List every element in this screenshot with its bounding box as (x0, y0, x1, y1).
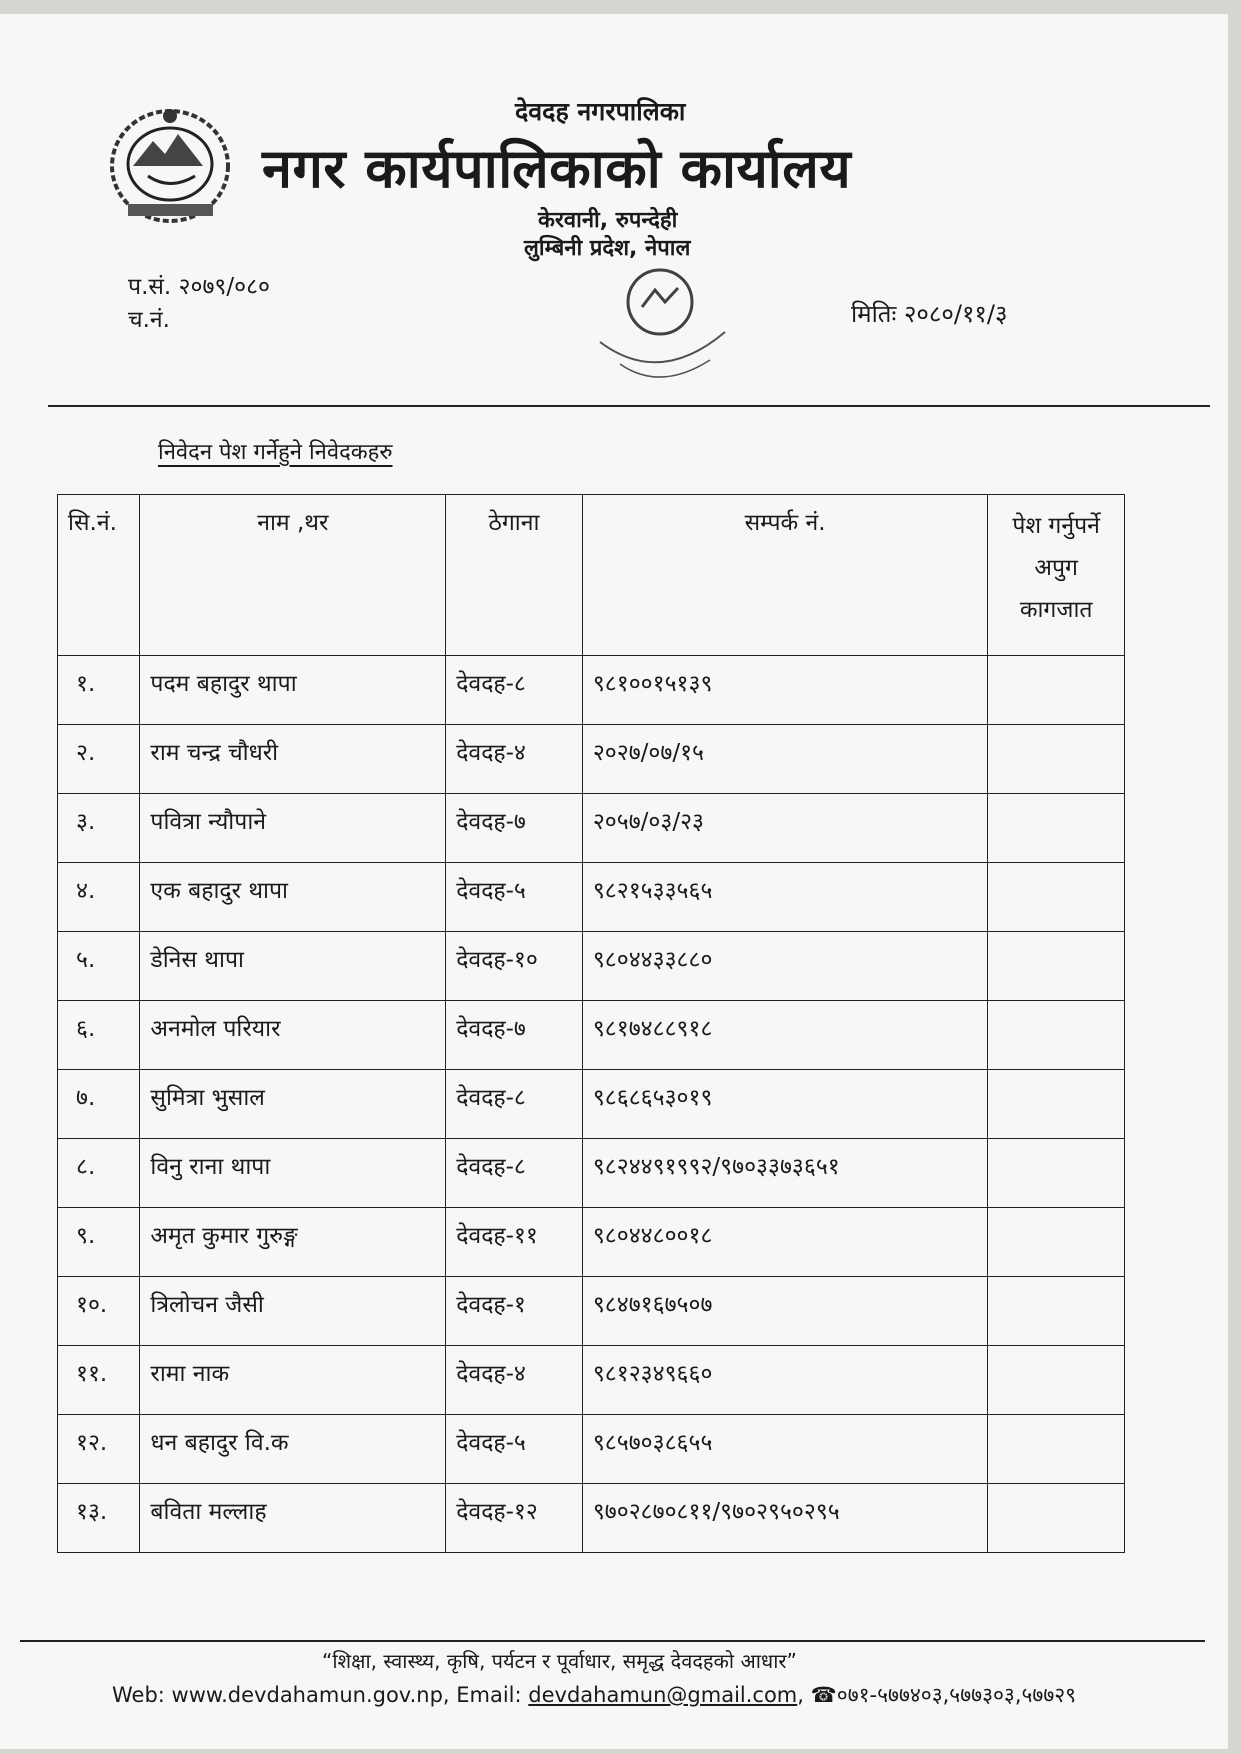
footer-slogan: “शिक्षा, स्वास्थ्य, कृषि, पर्यटन र पूर्वाधार, समृद्ध देवदहको आधार” (322, 1649, 797, 1673)
table-row (58, 1484, 1125, 1553)
cell-name: एक बहादुर थापा (140, 863, 446, 932)
table-row (58, 1001, 1125, 1070)
cell-sn: ८. (58, 1139, 140, 1208)
footer-phone: , ☎०७१-५७७४०३,५७७३०३,५७७२९ (797, 1683, 1077, 1707)
cell-contact: २०५७/०३/२३ (582, 794, 988, 863)
cell-contact: ९८१२३४९६६० (582, 1346, 988, 1415)
cell-name: रामा नाक (140, 1346, 446, 1415)
header-divider (48, 405, 1210, 407)
cell-docs (988, 1484, 1125, 1553)
cell-docs (988, 1415, 1125, 1484)
cell-address: देवदह-८ (446, 656, 583, 725)
cell-address: देवदह-४ (446, 725, 583, 794)
cell-sn: १. (58, 656, 140, 725)
cell-contact: ९७०२८७०८११/९७०२९५०२९५ (582, 1484, 988, 1553)
office-title: नगर कार्यपालिकाको कार्यालय (262, 137, 852, 200)
footer-divider (20, 1640, 1205, 1642)
cell-docs (988, 794, 1125, 863)
table-header-row (58, 495, 1125, 656)
cell-contact: ९८२४४९१९९२/९७०३३७३६५१ (582, 1139, 988, 1208)
address-line-2: लुम्बिनी प्रदेश, नेपाल (524, 236, 691, 261)
cell-sn: ६. (58, 1001, 140, 1070)
cell-name: विनु राना थापा (140, 1139, 446, 1208)
cell-docs (988, 1277, 1125, 1346)
section-title: निवेदन पेश गर्नेहुने निवेदकहरु (158, 440, 393, 465)
cell-address: देवदह-१२ (446, 1484, 583, 1553)
cell-address: देवदह-१ (446, 1277, 583, 1346)
table-row (58, 656, 1125, 725)
cell-name: पदम बहादुर थापा (140, 656, 446, 725)
footer-contact (112, 1681, 1076, 1709)
footer-web: Web: www.devdahamun.gov.np, Email: (112, 1683, 529, 1707)
cell-docs (988, 656, 1125, 725)
cell-docs (988, 932, 1125, 1001)
cell-sn: ३. (58, 794, 140, 863)
cell-name: अमृत कुमार गुरुङ्ग (140, 1208, 446, 1277)
cell-address: देवदह-५ (446, 863, 583, 932)
cell-name: त्रिलोचन जैसी (140, 1277, 446, 1346)
table-row (58, 725, 1125, 794)
address-line-1: केरवानी, रुपन्देही (538, 208, 678, 233)
cell-sn: ४. (58, 863, 140, 932)
header-docs-line: अपुग (1034, 555, 1078, 581)
cell-address: देवदह-८ (446, 1139, 583, 1208)
cell-address: देवदह-७ (446, 794, 583, 863)
cell-contact: ९८४७१६७५०७ (582, 1277, 988, 1346)
cell-docs (988, 1208, 1125, 1277)
header-contact: सम्पर्क नं. (582, 495, 988, 656)
cell-sn: ५. (58, 932, 140, 1001)
table-row (58, 1208, 1125, 1277)
cell-address: देवदह-१० (446, 932, 583, 1001)
cell-docs (988, 1001, 1125, 1070)
cell-address: देवदह-११ (446, 1208, 583, 1277)
cell-sn: ११. (58, 1346, 140, 1415)
cell-contact: २०२७/०७/१५ (582, 725, 988, 794)
header-name: नाम ,थर (140, 495, 446, 656)
cell-sn: १०. (58, 1277, 140, 1346)
letter-number: प.सं. २०७९/०८० (128, 274, 271, 300)
cell-name: सुमित्रा भुसाल (140, 1070, 446, 1139)
cell-name: बविता मल्लाह (140, 1484, 446, 1553)
table-row (58, 1346, 1125, 1415)
cell-name: डेनिस थापा (140, 932, 446, 1001)
cell-contact: ९८६८६५३०१९ (582, 1070, 988, 1139)
paper-fold-shadow (0, 14, 122, 56)
cell-name: पवित्रा न्यौपाने (140, 794, 446, 863)
header-sn: सि.नं. (58, 495, 140, 656)
cell-address: देवदह-४ (446, 1346, 583, 1415)
cell-name: अनमोल परियार (140, 1001, 446, 1070)
cell-docs (988, 1346, 1125, 1415)
letter-page (0, 14, 1228, 1749)
cell-contact: ९८०४४३३८८० (582, 932, 988, 1001)
cell-contact: ९८२१५३३५६५ (582, 863, 988, 932)
cell-sn: १३. (58, 1484, 140, 1553)
dispatch-number: च.नं. (128, 307, 170, 333)
table-row (58, 1070, 1125, 1139)
header-missing-docs (988, 495, 1125, 656)
cell-contact: ९८५७०३८६५५ (582, 1415, 988, 1484)
header-address: ठेगाना (446, 495, 583, 656)
municipality-name: देवदह नगरपालिका (515, 97, 686, 126)
applicants-table (57, 494, 1125, 1553)
table-row (58, 1277, 1125, 1346)
cell-docs (988, 1070, 1125, 1139)
table-row (58, 932, 1125, 1001)
table-row (58, 1415, 1125, 1484)
cell-address: देवदह-८ (446, 1070, 583, 1139)
table-row (58, 794, 1125, 863)
cell-sn: ९. (58, 1208, 140, 1277)
table-row (58, 863, 1125, 932)
letter-date: मितिः २०८०/११/३ (851, 300, 1008, 328)
cell-contact: ९८१७४८८९१८ (582, 1001, 988, 1070)
cell-sn: ७. (58, 1070, 140, 1139)
nepal-emblem-icon (103, 96, 238, 231)
cell-name: धन बहादुर वि.क (140, 1415, 446, 1484)
cell-name: राम चन्द्र चौधरी (140, 725, 446, 794)
cell-contact: ९८०४४८००१८ (582, 1208, 988, 1277)
office-stamp-icon (580, 252, 740, 412)
cell-address: देवदह-७ (446, 1001, 583, 1070)
cell-docs (988, 863, 1125, 932)
cell-sn: २. (58, 725, 140, 794)
cell-docs (988, 725, 1125, 794)
footer-email-link[interactable]: devdahamun@gmail.com (528, 1683, 798, 1707)
header-docs-line: पेश गर्नुपर्ने (1012, 513, 1100, 539)
header-docs-line: कागजात (1019, 597, 1093, 623)
cell-sn: १२. (58, 1415, 140, 1484)
table-row (58, 1139, 1125, 1208)
cell-contact: ९८१००१५१३९ (582, 656, 988, 725)
cell-address: देवदह-५ (446, 1415, 583, 1484)
cell-docs (988, 1139, 1125, 1208)
